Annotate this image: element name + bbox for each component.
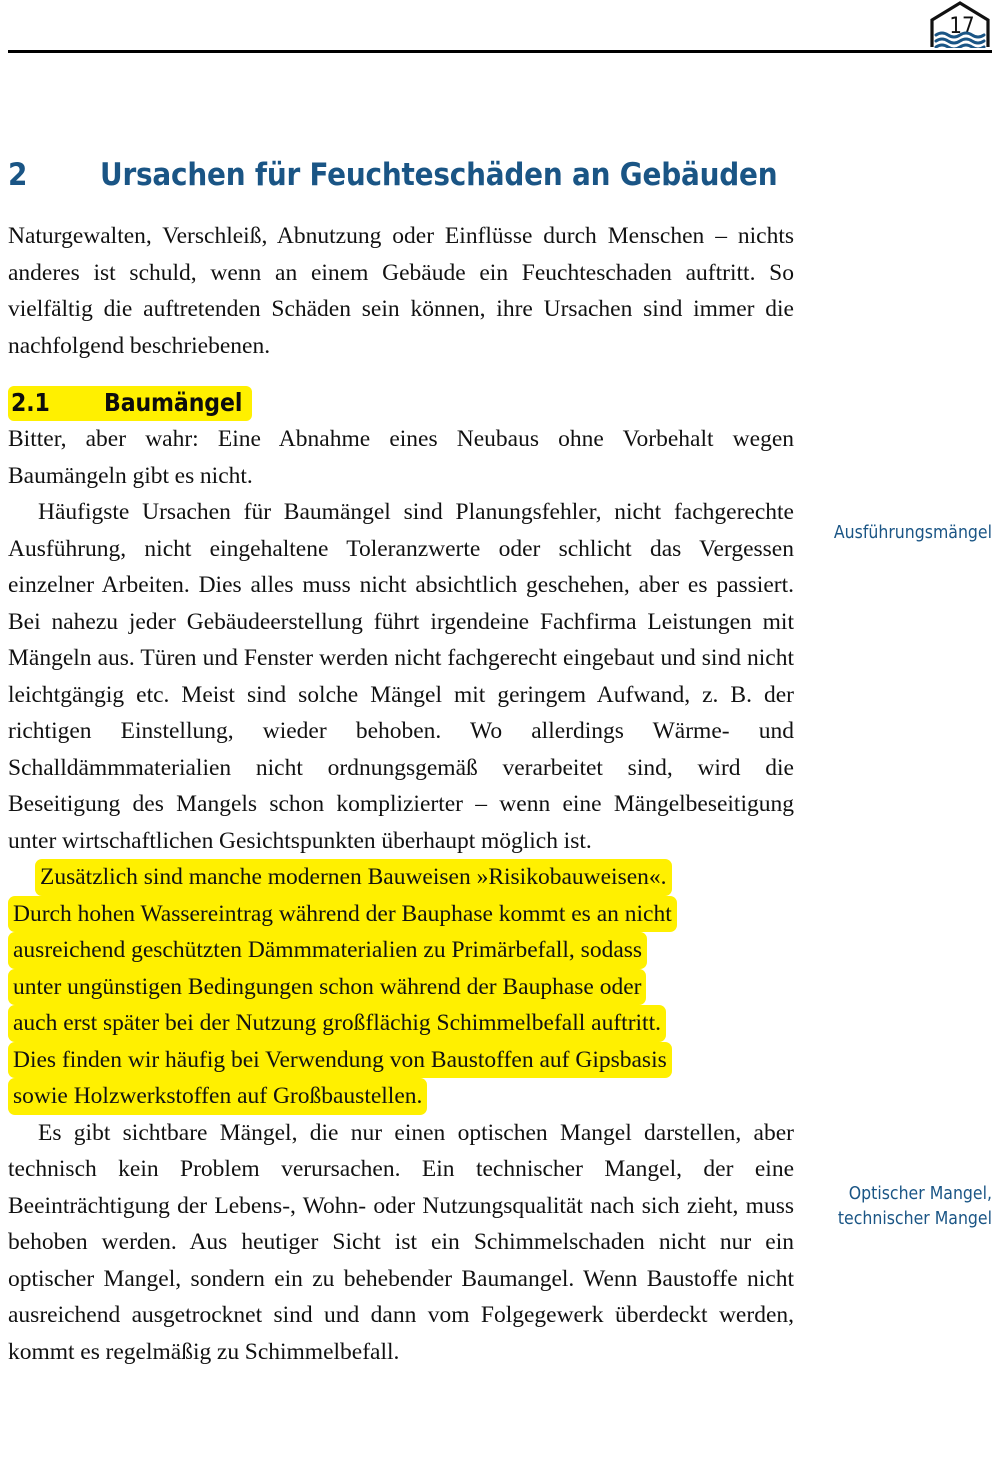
margin-note-line-2: technischer Mangel [837, 1209, 992, 1229]
highlighted-line-text: sowie Holzwerkstoffen auf Großbaustellen. [8, 1078, 427, 1115]
highlighted-line-text: auch erst später bei der Nutzung großflächig Schimmelbefall auftritt. [8, 1005, 666, 1042]
margin-note-ausfuehrungsmaengel [796, 521, 992, 546]
highlighted-line [8, 896, 794, 933]
intro-paragraph: Naturgewalten, Verschleiß, Abnutzung oder Einflüsse durch Menschen – nichts anderes ist schuld, wenn an einem Gebäude ein Feuchteschaden auftritt. So vielfältig die auftretenden Schäden sein können, ihre Ursachen sind immer die nachfolgend beschriebenen. [8, 223, 794, 359]
section-heading-row [8, 386, 794, 421]
highlighted-line [8, 859, 794, 896]
highlighted-line-text: Dies finden wir häufig bei Verwendung von Baustoffen auf Gipsbasis [8, 1042, 672, 1079]
chapter-heading [8, 157, 798, 193]
header-rule [8, 50, 992, 53]
highlighted-line-text: unter ungünstigen Bedingungen schon während der Bauphase oder [8, 969, 646, 1006]
highlighted-paragraph [8, 859, 794, 1115]
highlighted-line-text: ausreichend geschützten Dämmmaterialien zu Primärbefall, sodass [8, 932, 647, 969]
highlighted-line [8, 1042, 794, 1079]
highlighted-line [8, 932, 794, 969]
folio-number: 17 [949, 14, 975, 39]
chapter-number: 2 [8, 156, 28, 193]
margin-note-text: Ausführungsmängel [833, 523, 992, 543]
chapter-title: Ursachen für Feuchteschäden an Gebäuden [100, 156, 778, 193]
spacer [8, 364, 794, 386]
section-paragraph-1: Häufigste Ursachen für Baumängel sind Planungsfehler, nicht fachgerechte Ausführung, nicht eingehaltene Toleranzwerte oder schlicht das Vergessen einzelner Arbeiten. Dies alles muss nicht absichtlich geschehen, aber es passiert. Bei nahezu jeder Gebäudeerstellung führt irgendeine Fachfirma Leistungen mit Mängeln aus. Türen und Fenster werden nicht fachgerecht eingebaut und sind nicht leichtgängig etc. Meist sind solche Mängel mit geringem Aufwand, z. B. der richtigen Einstellung, wieder behoben. Wo allerdings Wärme- und Schalldämmmaterialien nicht ordnungsgemäß verarbeitet sind, wird die Beseitigung des Mangels schon komplizierter – wenn eine Mängelbeseitigung unter wirtschaftlichen Gesichtspunkten überhaupt möglich ist. [8, 499, 794, 854]
section-heading [8, 386, 252, 421]
house-waves-icon [924, 0, 996, 48]
highlighted-line-text: Zusätzlich sind manche modernen Bauweisen »Risikobauweisen«. [35, 859, 672, 896]
section-title: Baumängel [104, 388, 243, 417]
text-column [8, 218, 794, 1370]
highlighted-line [8, 1078, 794, 1115]
section-lead-paragraph: Bitter, aber wahr: Eine Abnahme eines Neubaus ohne Vorbehalt wegen Baumängeln gibt es nicht. [8, 426, 794, 489]
highlighted-line [8, 969, 794, 1006]
section-paragraph-2: Es gibt sichtbare Mängel, die nur einen optischen Mangel darstellen, aber technisch kein Problem verursachen. Ein technischer Mangel, der eine Beeinträchtigung der Lebens-, Wohn- oder Nutzungsqualität nach sich zieht, muss behoben werden. Aus heutiger Sicht ist ein Schimmelschaden nicht nur ein optischer Mangel, sondern ein zu behebender Baumangel. Wenn Baustoffe nicht ausreichend ausgetrocknet sind und dann vom Folgegewerk überdeckt werden, kommt es regelmäßig zu Schimmelbefall. [8, 1119, 794, 1365]
margin-note-optischer-mangel [796, 1182, 992, 1232]
margin-note-line-1: Optischer Mangel, [848, 1184, 992, 1204]
highlighted-line-text: Durch hohen Wassereintrag während der Bauphase kommt es an nicht [8, 896, 677, 933]
section-number: 2.1 [11, 388, 50, 417]
highlighted-line [8, 1005, 794, 1042]
